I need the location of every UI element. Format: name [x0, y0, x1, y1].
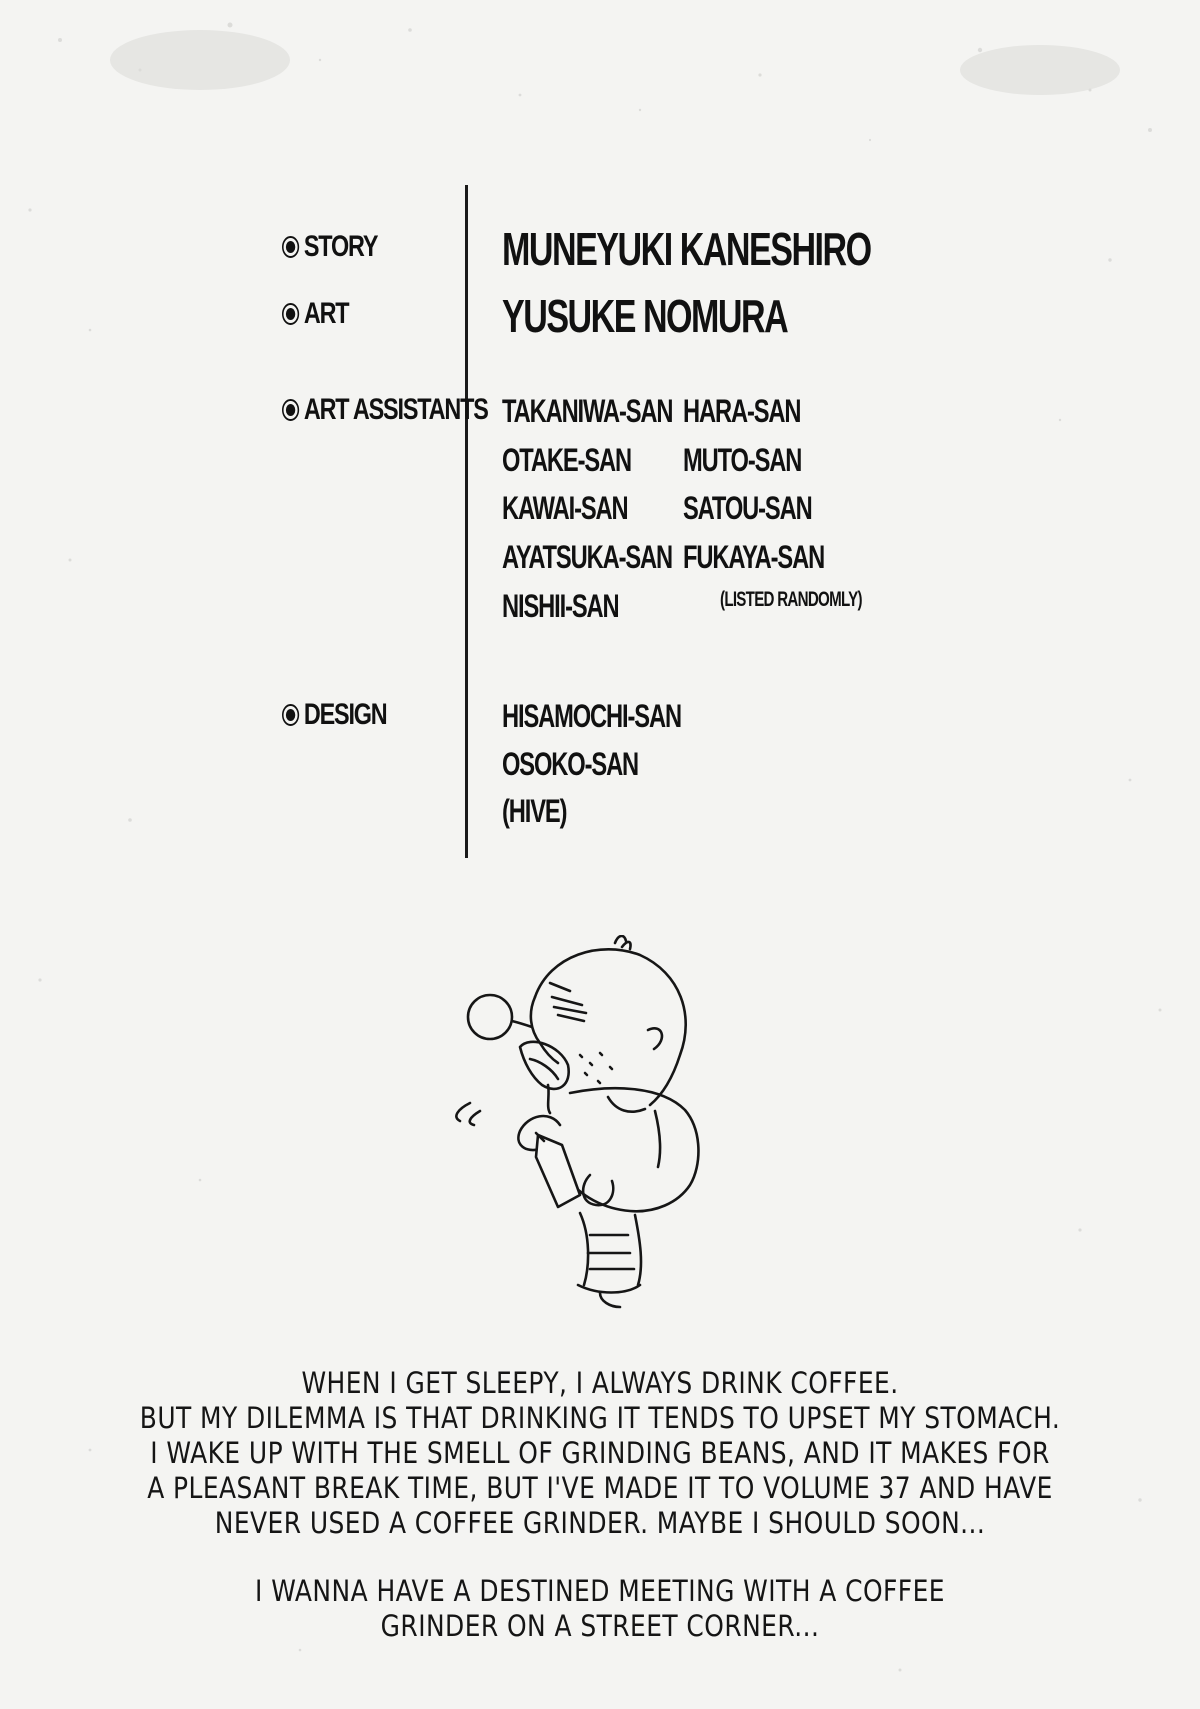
- role-art: [282, 297, 348, 331]
- role-art-assistants: [282, 393, 488, 427]
- credits-divider: [465, 185, 468, 858]
- role-design: [282, 698, 387, 732]
- bullet-icon: [282, 236, 299, 258]
- listed-randomly-note: (LISTED RANDOMLY): [720, 588, 862, 611]
- role-story: [282, 230, 377, 264]
- art-credit-name: YUSUKE NOMURA: [502, 290, 788, 342]
- design-name: HISAMOCHI-SAN: [502, 698, 681, 734]
- bullet-icon: [282, 399, 299, 421]
- comment-line: GRINDER ON A STREET CORNER...: [380, 1609, 820, 1643]
- assistant-name: KAWAI-SAN: [502, 490, 628, 526]
- design-name: (HIVE): [502, 793, 567, 829]
- assistant-name: AYATSUKA-SAN: [502, 539, 673, 575]
- comment-line: WHEN I GET SLEEPY, I ALWAYS DRINK COFFEE.: [301, 1366, 899, 1400]
- assistant-name: NISHII-SAN: [502, 588, 619, 624]
- role-label: ART ASSISTANTS: [303, 393, 488, 426]
- comment-line: I WAKE UP WITH THE SMELL OF GRINDING BEANS, AND IT MAKES FOR: [150, 1436, 1050, 1470]
- yawning-author-doodle-icon: [440, 935, 760, 1335]
- assistant-name: SATOU-SAN: [683, 490, 812, 526]
- role-label: DESIGN: [303, 698, 387, 731]
- bullet-icon: [282, 704, 299, 726]
- comment-line: I WANNA HAVE A DESTINED MEETING WITH A COFFEE: [255, 1574, 945, 1608]
- assistant-name: OTAKE-SAN: [502, 442, 632, 478]
- comment-line: BUT MY DILEMMA IS THAT DRINKING IT TENDS TO UPSET MY STOMACH.: [139, 1401, 1061, 1435]
- assistant-name: TAKANIWA-SAN: [502, 393, 673, 429]
- assistant-name: HARA-SAN: [683, 393, 801, 429]
- role-label: STORY: [303, 230, 378, 263]
- assistant-name: MUTO-SAN: [683, 442, 802, 478]
- bullet-icon: [282, 303, 299, 325]
- assistant-name: FUKAYA-SAN: [683, 539, 825, 575]
- comment-line: NEVER USED A COFFEE GRINDER. MAYBE I SHOULD SOON...: [214, 1506, 986, 1540]
- comment-line: A PLEASANT BREAK TIME, BUT I'VE MADE IT TO VOLUME 37 AND HAVE: [147, 1471, 1053, 1505]
- story-credit-name: MUNEYUKI KANESHIRO: [502, 223, 871, 275]
- role-label: ART: [303, 297, 349, 330]
- design-name: OSOKO-SAN: [502, 746, 639, 782]
